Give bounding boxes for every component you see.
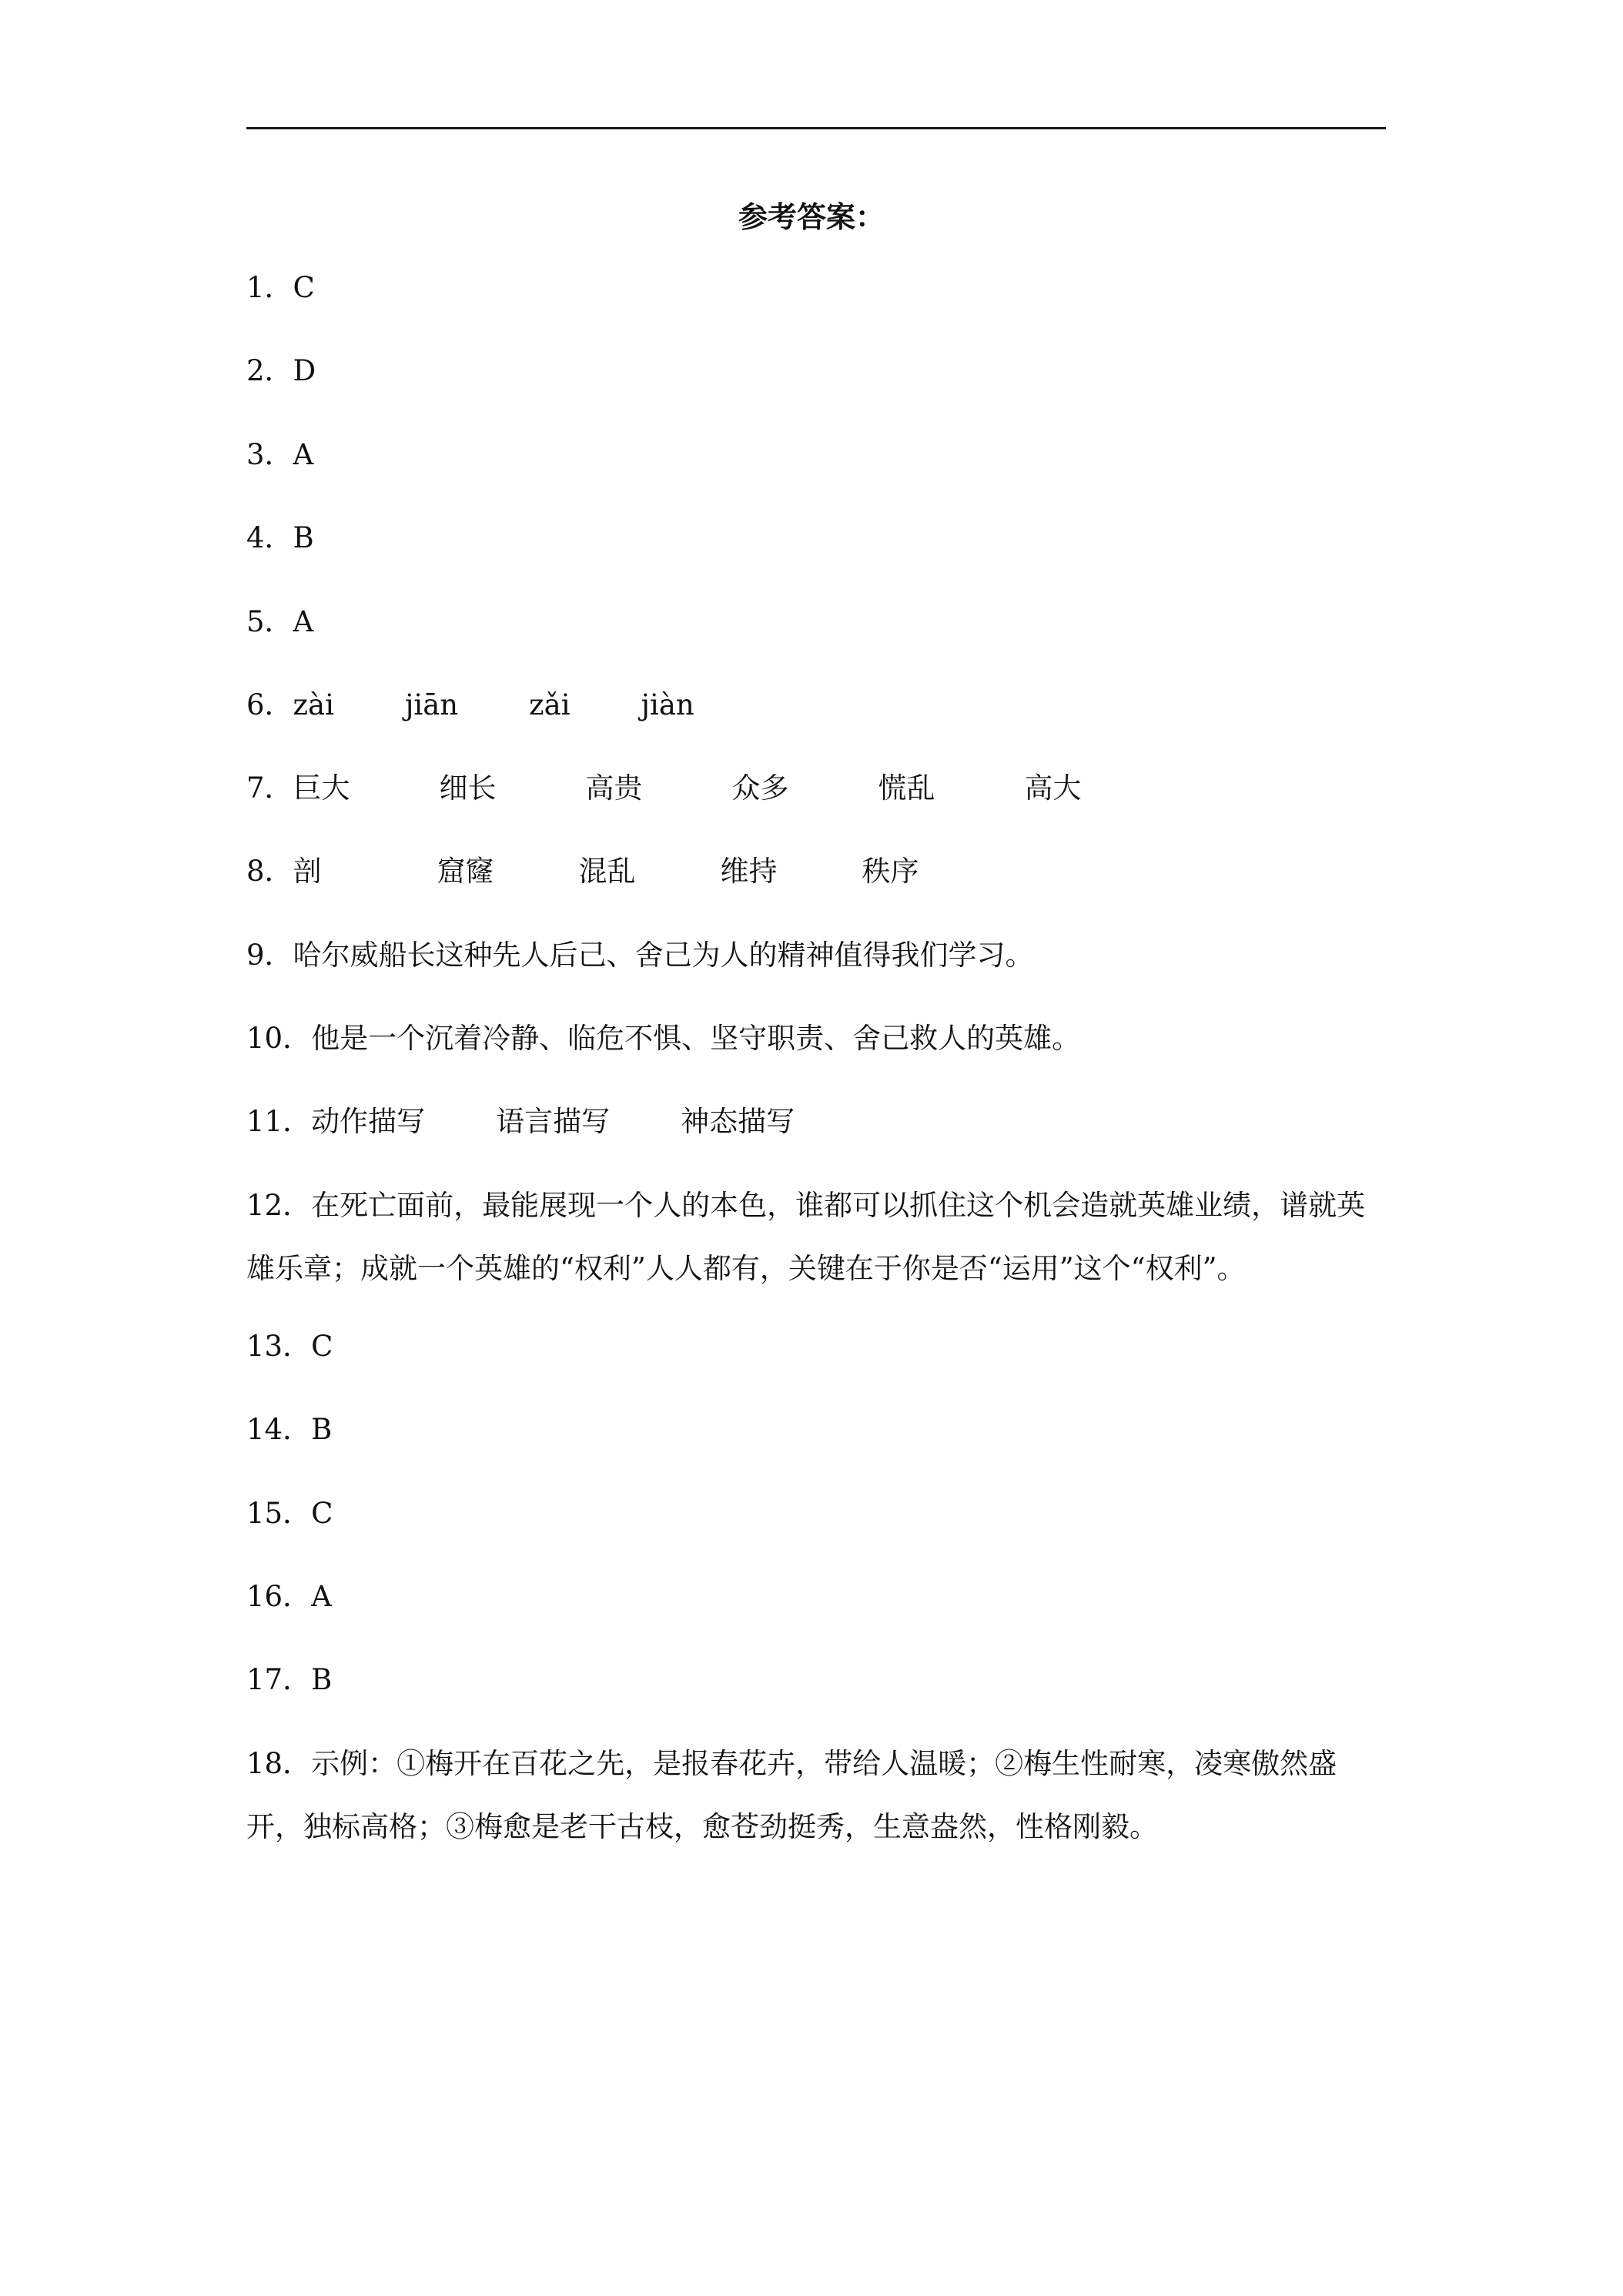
answer-16 <box>246 1577 1386 1617</box>
answer-text: 他是一个沉着冷静、临危不惧、坚守职责、舍己救人的英雄。 <box>311 1022 1081 1055</box>
answer-text: A <box>311 1580 332 1613</box>
answer-text: D <box>293 354 316 387</box>
answer-2 <box>246 351 1386 391</box>
word-item: 剖 <box>293 855 322 888</box>
answer-number: 10． <box>246 1022 312 1055</box>
word-item: 高大 <box>1024 771 1082 805</box>
word-item: 慌乱 <box>878 771 935 805</box>
answer-11 <box>246 1102 1386 1142</box>
answer-text: 示例：①梅开在百花之先，是报春花卉，带给人温暖；②梅生性耐寒，凌寒傲然盛开，独标高格；③梅愈是老干古枝，愈苍劲挺秀，生意盎然，性格刚毅。 <box>246 1747 1337 1843</box>
word-item: 维持 <box>720 855 778 888</box>
answer-1 <box>246 268 1386 308</box>
word-item: 高贵 <box>585 771 643 805</box>
answer-number: 4． <box>246 521 293 554</box>
answer-number: 16． <box>246 1580 312 1613</box>
answer-text: A <box>293 605 314 638</box>
pinyin-item: jiān <box>404 688 459 721</box>
answer-14 <box>246 1410 1386 1450</box>
answer-18 <box>246 1732 1386 1859</box>
answer-text: C <box>311 1497 333 1530</box>
description-item: 神态描写 <box>681 1105 795 1138</box>
answer-text: 在死亡面前，最能展现一个人的本色，谁都可以抓住这个机会造就英雄业绩，谱就英雄乐章；成就一个英雄的“权利”人人都有，关键在于你是否“运用”这个“权利”。 <box>246 1189 1366 1285</box>
word-item: 窟窿 <box>437 855 494 888</box>
answer-number: 14． <box>246 1413 312 1446</box>
word-item: 秩序 <box>862 855 919 888</box>
answer-number: 9． <box>246 939 293 972</box>
answer-text: C <box>311 1330 333 1363</box>
answer-8 <box>246 852 1386 892</box>
answer-text: B <box>293 521 314 554</box>
pinyin-item: zǎi <box>529 688 571 721</box>
answer-number: 17． <box>246 1663 312 1696</box>
word-item: 混乱 <box>578 855 636 888</box>
answer-text: 哈尔威船长这种先人后己、舍己为人的精神值得我们学习。 <box>293 939 1034 972</box>
answer-number: 18． <box>246 1747 312 1780</box>
answer-9 <box>246 935 1386 976</box>
answer-number: 2． <box>246 354 293 387</box>
answer-15 <box>246 1494 1386 1534</box>
answer-number: 11． <box>246 1105 312 1138</box>
pinyin-item: jiàn <box>641 688 694 721</box>
answer-number: 3． <box>246 438 293 471</box>
pinyin-item: zài <box>293 688 334 721</box>
answer-text: B <box>311 1413 333 1446</box>
answer-number: 6． <box>246 688 293 721</box>
header-rule <box>246 127 1386 129</box>
answer-4 <box>246 518 1386 558</box>
answer-10 <box>246 1019 1386 1059</box>
answer-5 <box>246 602 1386 642</box>
word-item: 细长 <box>439 771 497 805</box>
answer-6 <box>246 685 1386 725</box>
word-item: 众多 <box>731 771 789 805</box>
answer-text: A <box>293 438 314 471</box>
answer-number: 1． <box>246 271 293 304</box>
description-item: 动作描写 <box>311 1105 426 1138</box>
answer-3 <box>246 435 1386 475</box>
word-item: 巨大 <box>293 771 350 805</box>
answer-number: 15． <box>246 1497 312 1530</box>
answer-7 <box>246 768 1386 808</box>
answer-13 <box>246 1327 1386 1367</box>
page-title: 参考答案： <box>738 199 885 234</box>
answer-text: C <box>293 271 315 304</box>
answer-number: 5． <box>246 605 293 638</box>
description-item: 语言描写 <box>496 1105 611 1138</box>
answer-12 <box>246 1174 1386 1300</box>
answer-number: 12． <box>246 1189 312 1222</box>
answer-17 <box>246 1660 1386 1700</box>
answer-number: 7． <box>246 771 293 805</box>
answer-number: 13． <box>246 1330 312 1363</box>
answer-text: B <box>311 1663 333 1696</box>
answer-number: 8． <box>246 855 293 888</box>
